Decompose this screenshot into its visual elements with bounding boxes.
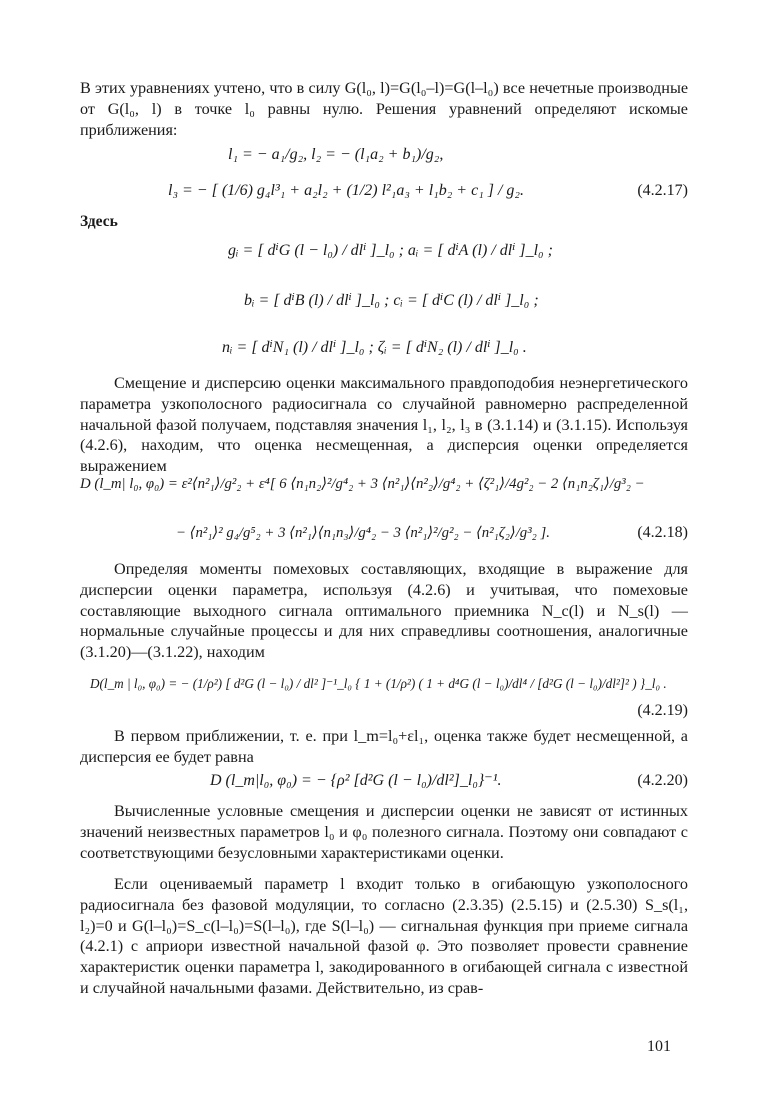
equation-variance-first-order: D (l_m|l₀, φ₀) = − {ρ² [d²G (l − l₀)/dl²]_l₀}⁻¹.	[210, 772, 502, 789]
equation-number: (4.2.18)	[637, 524, 688, 541]
paragraph-noise-moments: Определяя моменты помеховых составляющих, входящие в выражение для дисперсии оценки параметра, используя (4.2.6) и учитывая, что помеховые составляющие выходного сигнала оптимального приемника N_c(l) и N_s(l) — нормальные случайные процессы и для них справедливы соотношения, аналогичные (3.1.20)—(3.1.22), находим	[80, 560, 688, 662]
paragraph-unconditional: Вычисленные условные смещения и дисперсии оценки не зависят от истинных значений неизвестных параметров l₀ и φ₀ полезного сигнала. Поэтому они совпадают с соответствующими безусловными характеристиками оценки.	[80, 802, 688, 862]
equation-variance-line1: D (l_m| l₀, φ₀) = ε²⟨n²₁⟩/g²₂ + ε⁴[ 6 ⟨n₁n₂⟩²/g⁴₂ + 3 ⟨n²₁⟩⟨n²₂⟩/g⁴₂ + ⟨ζ²₁⟩/4g²₂ − 2 ⟨n₁n₂ζ₁⟩/g³₂ −	[80, 476, 645, 492]
equation-g-a: gᵢ = [ dⁱG (l − l₀) / dlⁱ ]_l₀ ; aᵢ = [ dⁱA (l) / dlⁱ ]_l₀ ;	[228, 242, 553, 259]
equation-number: (4.2.20)	[637, 772, 688, 789]
equation-variance-line2: − ⟨n²₁⟩² g₄/g⁵₂ + 3 ⟨n²₁⟩⟨n₁n₃⟩/g⁴₂ − 3 ⟨n²₁⟩²/g²₂ − ⟨n²₁ζ₂⟩/g³₂ ].	[176, 525, 550, 541]
equation-b-c: bᵢ = [ dⁱB (l) / dlⁱ ]_l₀ ; cᵢ = [ dⁱC (l) / dlⁱ ]_l₀ ;	[244, 292, 539, 309]
equation-variance-second-order: D(l_m | l₀, φ₀) = − (1/ρ²) [ d²G (l − l₀) / dl² ]⁻¹_l₀ { 1 + (1/ρ²) ( 1 + d⁴G (l − l₀)/dl⁴ / [d²G (l − l₀)/dl²]² ) }_l₀ .	[90, 676, 667, 691]
equation-number: (4.2.17)	[637, 182, 688, 199]
paragraph-bias-variance: Смещение и дисперсию оценки максимального правдоподобия неэнергетического параметра узкополосного радиосигнала со случайной равномерно распределенной начальной фазой получаем, подставляя значения l₁, l₂, l₃ в (3.1.14) и (3.1.15). Используя (4.2.6), находим, что оценка несмещенная, а дисперсия оценки определяется выражением	[80, 374, 688, 476]
paragraph-first-approximation: В первом приближении, т. е. при l_m=l₀+εl₁, оценка также будет несмещенной, а дисперсия ее будет равна	[80, 727, 688, 766]
paragraph-intro: В этих уравнениях учтено, что в силу G(l₀, l)=G(l₀–l)=G(l–l₀) все нечетные производные от G(l₀, l) в точке l₀ равны нулю. Решения уравнений определяют искомые приближения:	[80, 79, 688, 139]
equation-l1-l2: l₁ = − a₁/g₂, l₂ = − (l₁a₂ + b₁)/g₂,	[228, 146, 444, 163]
equation-n-zeta: nᵢ = [ dⁱN₁ (l) / dlⁱ ]_l₀ ; ζᵢ = [ dⁱN₂ (l) / dlⁱ ]_l₀ .	[222, 339, 527, 356]
page-number: 101	[647, 1038, 671, 1055]
equation-l3: l₃ = − [ (1/6) g₄l³₁ + a₂l₂ + (1/2) l²₁a₃ + l₁b₂ + c₁ ] / g₂.	[168, 182, 524, 199]
paragraph-envelope-parameter: Если оцениваемый параметр l входит только в огибающую узкополосного радиосигнала без фазовой модуляции, то согласно (2.3.35) (2.5.15) и (2.5.30) S_s(l₁, l₂)=0 и G(l–l₀)=S_c(l–l₀)=S(l–l₀), где S(l–l₀) — сигнальная функция при приеме сигнала (4.2.1) с априори известной начальной фазой φ. Это позволяет провести сравнение характеристик оценки параметра l, закодированного в огибающей сигнала с известной и случайной начальными фазами. Действительно, из срав-	[80, 875, 688, 997]
equation-number: (4.2.19)	[637, 702, 688, 719]
section-label-here: Здесь	[80, 213, 118, 230]
